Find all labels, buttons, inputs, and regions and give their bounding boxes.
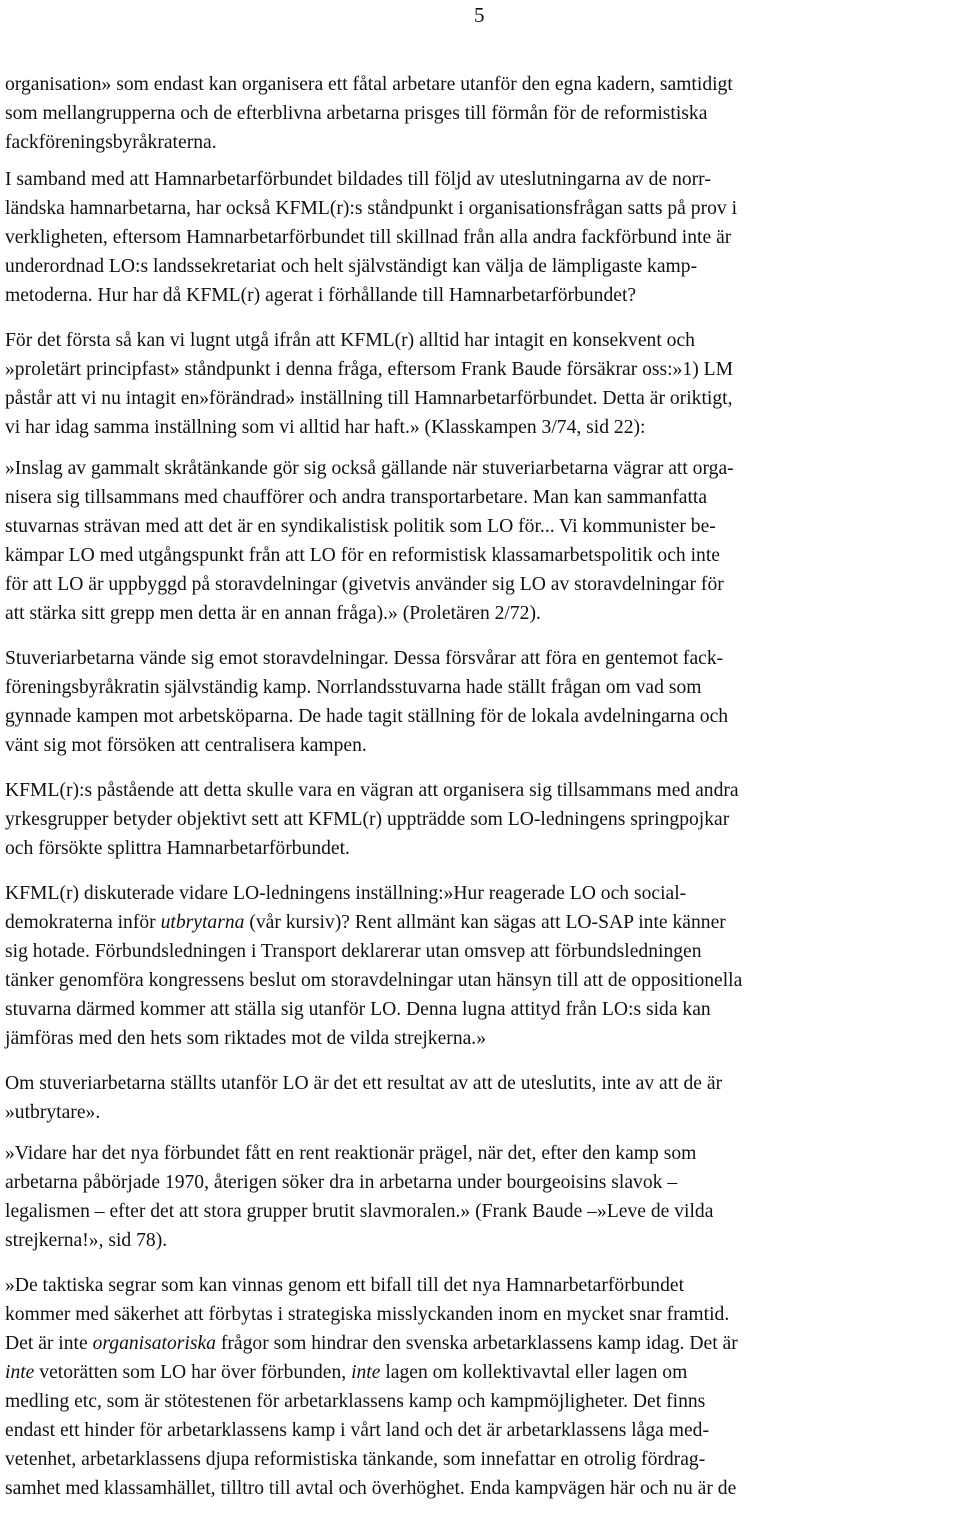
text-segment: organisation» som endast kan organisera ett fåtal arbetare utanför den egna kadern, samtidigt (5, 74, 733, 95)
text-line (5, 644, 957, 673)
text-segment: verkligheten, eftersom Hamnarbetarförbundet till skillnad från alla andra fackförbund inte är (5, 227, 732, 248)
text-line (5, 1139, 957, 1168)
text-segment: KFML(r):s påstående att detta skulle vara en vägran att organisera sig tillsammans med andra (5, 780, 739, 801)
text-segment: tänker genomföra kongressens beslut om storavdelningar utan hänsyn till att de oppositionella (5, 970, 743, 991)
text-segment: »utbrytare». (5, 1102, 101, 1123)
text-segment: gynnade kampen mot arbetsköparna. De hade tagit ställning för de lokala avdelningarna och (5, 706, 729, 727)
paragraph (5, 644, 957, 760)
text-segment: yrkesgrupper betyder objektivt sett att KFML(r) uppträdde som LO-ledningens springpojkar (5, 809, 730, 830)
text-line (5, 1168, 957, 1197)
page-number: 5 (474, 3, 485, 27)
paragraph (5, 1271, 957, 1503)
paragraph (5, 879, 957, 1053)
paragraph (5, 70, 957, 157)
text-segment: legalismen – efter det att stora grupper brutit slavmoralen.» (Frank Baude –»Leve de vilda (5, 1201, 714, 1222)
text-segment: Stuveriarbetarna vände sig emot storavdelningar. Dessa försvårar att föra en gentemot fack- (5, 648, 724, 669)
text-segment: »Inslag av gammalt skråtänkande gör sig också gällande när stuveriarbetarna vägrar att orga- (5, 458, 734, 479)
text-line (5, 1416, 957, 1445)
text-segment: KFML(r) diskuterade vidare LO-ledningens inställning:»Hur reagerade LO och social- (5, 883, 687, 904)
text-segment: I samband med att Hamnarbetarförbundet bildades till följd av uteslutningarna av de norr- (5, 169, 711, 190)
text-segment: vänt sig mot försöken att centralisera kampen. (5, 735, 367, 756)
text-line (5, 281, 957, 310)
text-segment: kämpar LO med utgångspunkt från att LO för en reformistisk klassamarbetspolitik och inte (5, 545, 720, 566)
text-line (5, 995, 957, 1024)
text-segment: stuvarnas strävan med att det är en syndikalistisk politik som LO för... Vi kommunister be- (5, 516, 716, 537)
document-body (5, 70, 957, 1519)
italic-text: inte (5, 1362, 35, 1383)
text-segment: Det är inte (5, 1333, 93, 1354)
text-segment: arbetarna påbörjade 1970, återigen söker dra in arbetarna under bourgeoisins slavok – (5, 1172, 678, 1193)
italic-text: inte (351, 1362, 381, 1383)
text-line (5, 1226, 957, 1255)
text-line (5, 1358, 957, 1387)
text-line (5, 1445, 957, 1474)
text-line (5, 1271, 957, 1300)
text-line (5, 223, 957, 252)
paragraph (5, 776, 957, 863)
italic-text: utbrytarna (160, 912, 245, 933)
text-segment: som mellangrupperna och de efterblivna arbetarna prisges till förmån för de reformistiska (5, 103, 708, 124)
text-line (5, 1300, 957, 1329)
text-line (5, 1098, 957, 1127)
text-line (5, 570, 957, 599)
paragraph (5, 326, 957, 442)
text-line (5, 413, 957, 442)
paragraph (5, 1069, 957, 1127)
text-line (5, 483, 957, 512)
text-line (5, 966, 957, 995)
text-segment: vetorätten som LO har över förbunden, (34, 1362, 352, 1383)
text-segment: fackföreningsbyråkraterna. (5, 132, 217, 153)
text-segment: att stärka sitt grepp men detta är en annan fråga).» (Proletären 2/72). (5, 603, 541, 624)
text-segment: föreningsbyråkratin självständig kamp. Norrlandsstuvarna hade ställt frågan om vad som (5, 677, 702, 698)
text-line (5, 834, 957, 863)
text-line (5, 384, 957, 413)
text-line (5, 99, 957, 128)
text-segment: (vår kursiv)? Rent allmänt kan sägas att LO-SAP inte känner (244, 912, 726, 933)
text-line (5, 731, 957, 760)
italic-text: organisatoriska (92, 1333, 216, 1354)
text-segment: jämföras med den hets som riktades mot de vilda strejkerna.» (5, 1028, 487, 1049)
text-line (5, 1024, 957, 1053)
text-line (5, 908, 957, 937)
text-line (5, 165, 957, 194)
text-line (5, 1387, 957, 1416)
text-segment: stuvarna därmed kommer att ställa sig utanför LO. Denna lugna attityd från LO:s sida kan (5, 999, 711, 1020)
text-line (5, 1069, 957, 1098)
text-line (5, 355, 957, 384)
text-segment: Om stuveriarbetarna ställts utanför LO är det ett resultat av att de uteslutits, inte av att de är (5, 1073, 723, 1094)
text-segment: underordnad LO:s landssekretariat och helt självständigt kan välja de lämpligaste kamp- (5, 256, 698, 277)
paragraph (5, 1139, 957, 1255)
text-segment: ländska hamnarbetarna, har också KFML(r):s ståndpunkt i organisationsfrågan satts på prov i (5, 198, 738, 219)
paragraph (5, 165, 957, 310)
text-line (5, 194, 957, 223)
text-line (5, 512, 957, 541)
text-segment: medling etc, som är stötestenen för arbetarklassens kamp och kampmöjligheter. Det finns (5, 1391, 706, 1412)
text-line (5, 702, 957, 731)
text-segment: metoderna. Hur har då KFML(r) agerat i förhållande till Hamnarbetarförbundet? (5, 285, 637, 306)
text-segment: för att LO är uppbyggd på storavdelningar (givetvis använder sig LO av storavdelningar för (5, 574, 724, 595)
text-segment: påstår att vi nu intagit en»förändrad» inställning till Hamnarbetarförbundet. Detta är oriktigt, (5, 388, 733, 409)
text-segment: vetenhet, arbetarklassens djupa reformistiska tänkande, som innefattar en otrolig fördrag- (5, 1449, 706, 1470)
text-segment: demokraterna inför (5, 912, 161, 933)
text-segment: »De taktiska segrar som kan vinnas genom ett bifall till det nya Hamnarbetarförbundet (5, 1275, 685, 1296)
paragraph (5, 454, 957, 628)
text-line (5, 599, 957, 628)
text-segment: frågor som hindrar den svenska arbetarklassens kamp idag. Det är (215, 1333, 738, 1354)
text-line (5, 673, 957, 702)
text-segment: »proletärt principfast» ståndpunkt i denna fråga, eftersom Frank Baude försäkrar oss:»1) LM (5, 359, 734, 380)
text-line (5, 326, 957, 355)
text-segment: nisera sig tillsammans med chaufförer och andra transportarbetare. Man kan sammanfatta (5, 487, 708, 508)
text-segment: kommer med säkerhet att förbytas i strategiska misslyckanden inom en mycket snar framtid. (5, 1304, 730, 1325)
text-segment: vi har idag samma inställning som vi alltid har haft.» (Klasskampen 3/74, sid 22): (5, 417, 646, 438)
text-segment: »Vidare har det nya förbundet fått en rent reaktionär prägel, när det, efter den kamp som (5, 1143, 697, 1164)
text-segment: och försökte splittra Hamnarbetarförbundet. (5, 838, 350, 859)
text-line (5, 128, 957, 157)
text-line (5, 776, 957, 805)
text-line (5, 1197, 957, 1226)
text-line (5, 252, 957, 281)
text-segment: samhet med klassamhället, tilltro till avtal och överhöghet. Enda kampvägen här och nu är de (5, 1478, 737, 1499)
text-line (5, 1329, 957, 1358)
text-segment: strejkerna!», sid 78). (5, 1230, 168, 1251)
text-segment: lagen om kollektivavtal eller lagen om (380, 1362, 688, 1383)
text-line (5, 937, 957, 966)
text-line (5, 805, 957, 834)
text-line (5, 879, 957, 908)
text-segment: sig hotade. Förbundsledningen i Transport deklarerar utan omsvep att förbundsledningen (5, 941, 702, 962)
text-line (5, 541, 957, 570)
text-segment: För det första så kan vi lugnt utgå ifrån att KFML(r) alltid har intagit en konsekvent och (5, 330, 695, 351)
text-line (5, 454, 957, 483)
text-segment: endast ett hinder för arbetarklassens kamp i vårt land och det är arbetarklassens låga med- (5, 1420, 710, 1441)
text-line (5, 70, 957, 99)
